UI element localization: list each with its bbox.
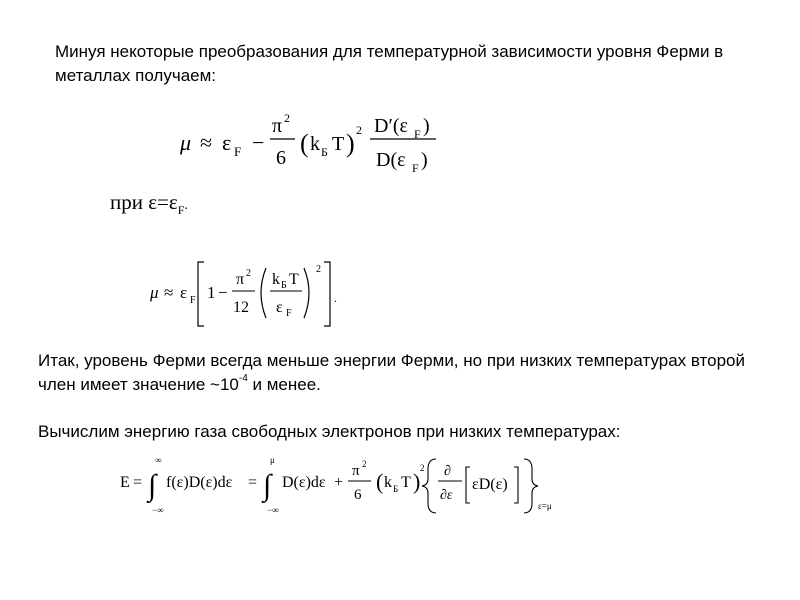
svg-text:2: 2 [362, 459, 367, 469]
svg-text:Б: Б [321, 145, 328, 159]
svg-text:k: k [310, 133, 320, 155]
svg-text:k: k [272, 271, 280, 288]
svg-text:−: − [252, 130, 265, 155]
compute-paragraph: Вычислим энергию газа свободных электронов при низких температурах: [38, 422, 621, 441]
svg-text:f(ε)D(ε)dε: f(ε)D(ε)dε [166, 474, 233, 491]
svg-text:εD(ε): εD(ε) [472, 476, 508, 493]
svg-text:∫: ∫ [148, 469, 157, 502]
summary-exponent: -4 [238, 373, 248, 385]
fermi-level-formula [180, 108, 460, 180]
summary-text-end: и менее. [247, 375, 321, 394]
svg-text:2: 2 [316, 264, 321, 275]
svg-text:F: F [234, 144, 242, 159]
condition-subscript: F [177, 203, 185, 218]
svg-text:−∞: −∞ [152, 505, 164, 515]
svg-text:=: = [248, 474, 258, 491]
svg-text:12: 12 [233, 299, 249, 316]
svg-text:∫: ∫ [263, 469, 272, 502]
condition-suffix: . [184, 198, 188, 213]
svg-text:∂ε: ∂ε [440, 488, 453, 503]
svg-text:2: 2 [246, 268, 251, 279]
svg-text:D(ε)dε: D(ε)dε [282, 474, 326, 491]
svg-text:2: 2 [356, 123, 362, 137]
svg-text:2: 2 [420, 463, 425, 473]
summary-paragraph [38, 349, 778, 397]
svg-text:1: 1 [207, 283, 216, 302]
svg-text:F: F [412, 161, 419, 175]
svg-text:): ) [346, 129, 355, 158]
svg-text:F: F [286, 308, 292, 319]
svg-text:): ) [413, 469, 421, 494]
svg-text:6: 6 [276, 147, 286, 169]
svg-text:): ) [421, 149, 428, 171]
svg-text:μ: μ [180, 130, 192, 155]
svg-text:): ) [423, 115, 430, 137]
fermi-level-approx-formula [140, 256, 350, 330]
svg-text:=: = [133, 474, 143, 491]
svg-text:k: k [384, 474, 392, 491]
svg-text:T: T [401, 474, 411, 491]
condition-prefix: при ε=ε [110, 190, 178, 214]
svg-text:Б: Б [281, 280, 287, 291]
svg-text:−: − [218, 283, 228, 302]
svg-text:D′(ε: D′(ε [374, 115, 408, 137]
svg-text:ε: ε [180, 283, 188, 302]
condition-label [110, 190, 188, 218]
svg-text:.: . [334, 291, 337, 305]
svg-text:≈: ≈ [200, 130, 213, 155]
svg-text:Б: Б [393, 484, 399, 494]
svg-text:D(ε: D(ε [376, 149, 406, 171]
svg-text:T: T [332, 133, 345, 155]
svg-text:≈: ≈ [164, 283, 174, 302]
svg-text:+: + [334, 474, 344, 491]
svg-text:ε: ε [222, 130, 232, 155]
svg-text:ε=μ: ε=μ [538, 501, 552, 511]
svg-text:π: π [352, 463, 360, 479]
svg-text:μ: μ [270, 455, 275, 465]
intro-paragraph: Минуя некоторые преобразования для температурной зависимости уровня Ферми в металлах получаем: [55, 42, 724, 85]
svg-text:F: F [414, 127, 421, 141]
svg-text:π: π [236, 271, 245, 288]
svg-text:(: ( [376, 469, 384, 494]
svg-text:(: ( [300, 129, 309, 158]
svg-text:F: F [190, 295, 196, 306]
svg-text:6: 6 [354, 487, 362, 503]
svg-text:π: π [272, 115, 283, 137]
svg-text:E: E [120, 474, 130, 491]
svg-text:−∞: −∞ [267, 505, 279, 515]
svg-text:∞: ∞ [155, 455, 162, 465]
svg-text:∂: ∂ [444, 464, 451, 479]
summary-text: Итак, уровень Ферми всегда меньше энергии Ферми, но при низких температурах второй член имеет значение ~10 [38, 351, 746, 394]
svg-text:T: T [289, 271, 299, 288]
energy-formula [120, 455, 570, 521]
svg-text:ε: ε [276, 299, 283, 316]
svg-text:μ: μ [150, 283, 159, 302]
svg-text:2: 2 [284, 111, 290, 125]
